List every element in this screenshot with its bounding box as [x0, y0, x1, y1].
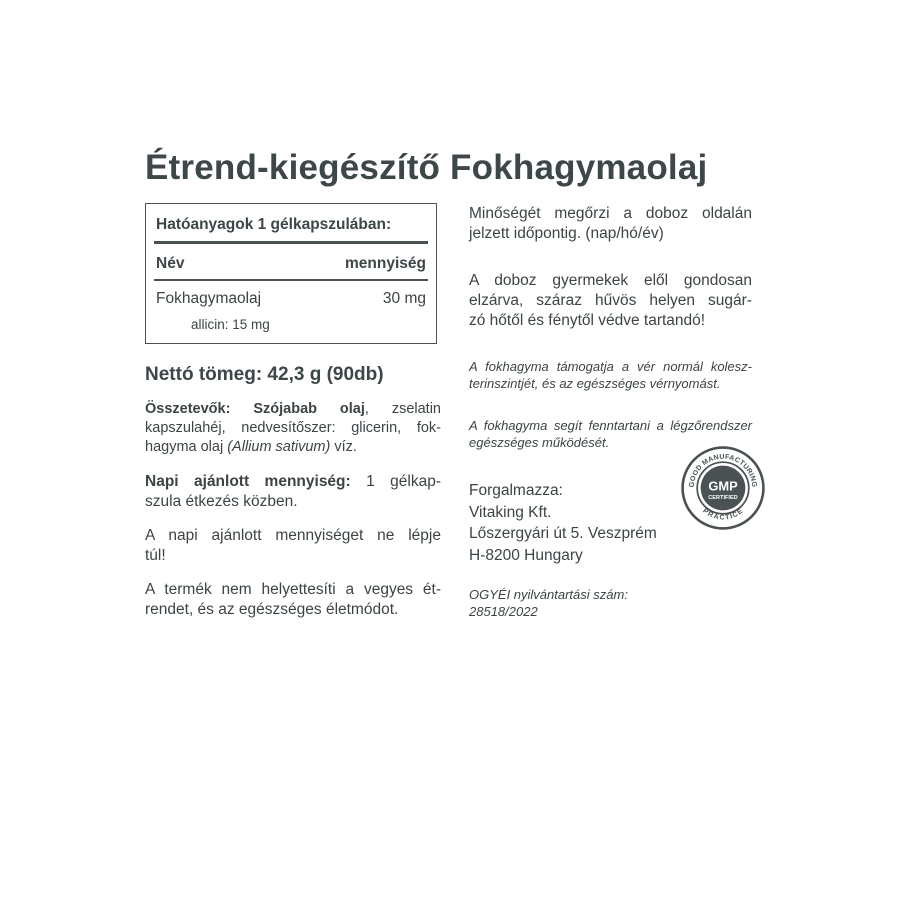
- claim-1-line-1: A fokhagyma támogatja a vér normál kolesz-: [469, 359, 752, 374]
- ingredients-line-1-rest: , zselatin: [364, 401, 441, 417]
- registration-number-block: [469, 586, 752, 620]
- distributor-label: Forgalmazza:: [469, 482, 563, 499]
- gmp-sub-text: CERTIFIED: [708, 495, 738, 502]
- table-heading: Hatóanyagok 1 gélkapszulában:: [156, 216, 392, 233]
- ingredients-line-2: kapszulahéj, nedvesítőszer: glicerin, fok-: [145, 420, 441, 436]
- health-claim-cholesterol: [469, 358, 752, 392]
- column-header-quantity: mennyiség: [345, 255, 426, 272]
- gmp-main-text: GMP: [708, 478, 738, 494]
- claim-2-line-1: A fokhagyma segít fenntartani a légzőrendszer: [469, 418, 752, 433]
- ingredient-quantity: 30 mg: [382, 290, 426, 307]
- column-header-name: Név: [156, 255, 185, 272]
- ingredient-subcomponent: allicin: 15 mg: [191, 317, 270, 332]
- claim-2-line-2: egészséges működését.: [469, 435, 610, 450]
- distributor-address: Lőszergyári út 5. Veszprém: [469, 525, 657, 542]
- table-divider-thick: [154, 241, 428, 244]
- ingredient-name: Fokhagymaolaj: [156, 290, 262, 307]
- claim-1-line-2: terinszintjét, és az egészséges vérnyomást.: [469, 376, 721, 391]
- ingredients-line-1: [145, 400, 441, 419]
- ingredients-soy-oil: Szójabab olaj: [253, 401, 365, 417]
- daily-dose-label: Napi ajánlott mennyiség:: [145, 473, 351, 490]
- best-before-paragraph: [469, 204, 752, 244]
- diet-notice-line-1: A termék nem helyettesíti a vegyes ét-: [145, 581, 441, 598]
- daily-dose-paragraph: [145, 472, 441, 512]
- daily-dose-line-1: [145, 472, 441, 492]
- dose-warning-line-2: túl!: [145, 547, 166, 564]
- product-title: Étrend-kiegészítő Fokhagymaolaj: [145, 148, 708, 187]
- registration-number: 28518/2022: [469, 604, 538, 619]
- ingredients-line-3: [145, 438, 441, 457]
- svg-text:PRACTICE: PRACTICE: [701, 507, 745, 522]
- table-divider-thin: [154, 279, 428, 281]
- distributor-city: H-8200 Hungary: [469, 546, 583, 564]
- daily-dose-line-1-rest: 1 gélkap-: [350, 473, 441, 490]
- best-before-line-2: jelzett időpontig. (nap/hó/év): [469, 225, 664, 242]
- storage-line-3: zó hőtől és fénytől védve tartandó!: [469, 312, 706, 329]
- best-before-line-1: Minőségét megőrzi a doboz oldalán: [469, 205, 752, 222]
- distributor-name: Vitaking Kft.: [469, 503, 552, 521]
- dose-warning-paragraph: [145, 526, 441, 566]
- daily-dose-line-2: szula étkezés közben.: [145, 493, 298, 510]
- storage-line-2: elzárva, száraz hűvös helyen sugár-: [469, 292, 752, 309]
- ingredients-line-3-a: hagyma olaj: [145, 439, 228, 455]
- storage-line-1: A doboz gyermekek elől gondosan: [469, 272, 752, 289]
- svg-text:GOOD MANUFACTURING: GOOD MANUFACTURING: [688, 453, 758, 488]
- registration-label: OGYÉI nyilvántartási szám:: [469, 587, 628, 602]
- distributor-block: [469, 480, 709, 566]
- ingredients-latin-name: (Allium sativum): [227, 439, 331, 455]
- diet-notice-paragraph: [145, 580, 441, 620]
- ingredients-label: Összetevők:: [145, 401, 231, 417]
- dose-warning-line-1: A napi ajánlott mennyiséget ne lépje: [145, 527, 441, 544]
- storage-paragraph: [469, 271, 752, 331]
- ingredients-paragraph: [145, 400, 441, 457]
- ingredients-line-3-b: víz.: [330, 439, 357, 455]
- gmp-certified-badge-icon: [680, 445, 766, 531]
- net-weight: Nettó tömeg: 42,3 g (90db): [145, 364, 384, 385]
- active-ingredients-table: [145, 203, 437, 344]
- diet-notice-line-2: rendet, és az egészséges életmódot.: [145, 601, 399, 618]
